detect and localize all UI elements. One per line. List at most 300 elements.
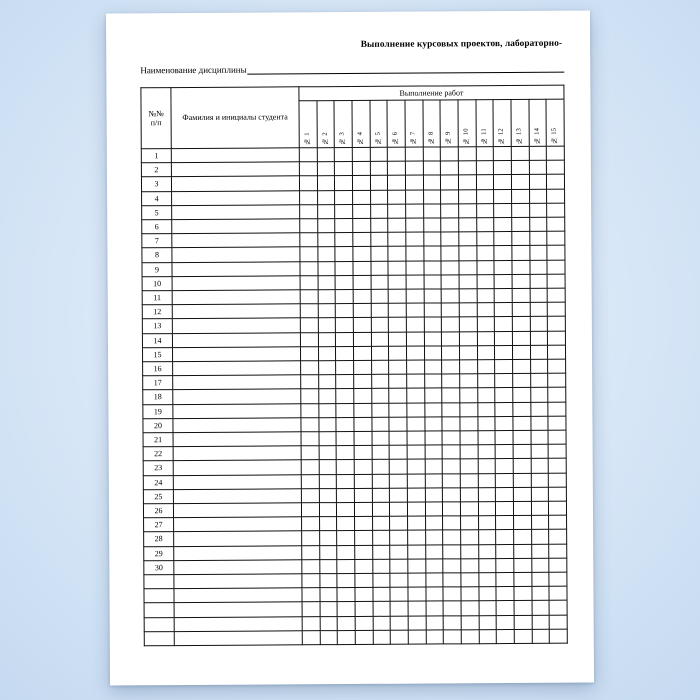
work-mark-cell[interactable] bbox=[302, 631, 320, 645]
work-mark-cell[interactable] bbox=[354, 375, 372, 389]
work-mark-cell[interactable] bbox=[496, 502, 514, 516]
work-mark-cell[interactable] bbox=[407, 516, 425, 530]
work-mark-cell[interactable] bbox=[389, 374, 407, 388]
work-mark-cell[interactable] bbox=[336, 432, 354, 446]
work-mark-cell[interactable] bbox=[443, 530, 461, 544]
work-mark-cell[interactable] bbox=[301, 375, 319, 389]
work-mark-cell[interactable] bbox=[461, 559, 479, 573]
work-mark-cell[interactable] bbox=[372, 446, 390, 460]
student-name-cell[interactable] bbox=[173, 375, 301, 390]
work-mark-cell[interactable] bbox=[478, 530, 496, 544]
work-mark-cell[interactable] bbox=[423, 175, 441, 189]
work-mark-cell[interactable] bbox=[459, 360, 477, 374]
work-mark-cell[interactable] bbox=[373, 630, 391, 644]
work-mark-cell[interactable] bbox=[302, 574, 320, 588]
work-mark-cell[interactable] bbox=[338, 630, 356, 644]
work-mark-cell[interactable] bbox=[426, 630, 444, 644]
work-mark-cell[interactable] bbox=[354, 474, 372, 488]
student-name-cell[interactable] bbox=[172, 276, 300, 291]
work-mark-cell[interactable] bbox=[548, 402, 566, 416]
work-mark-cell[interactable] bbox=[354, 446, 372, 460]
work-mark-cell[interactable] bbox=[530, 274, 548, 288]
work-mark-cell[interactable] bbox=[354, 460, 372, 474]
work-mark-cell[interactable] bbox=[337, 616, 355, 630]
work-mark-cell[interactable] bbox=[424, 261, 442, 275]
work-mark-cell[interactable] bbox=[478, 431, 496, 445]
work-mark-cell[interactable] bbox=[373, 616, 391, 630]
work-mark-cell[interactable] bbox=[318, 403, 336, 417]
student-name-cell[interactable] bbox=[172, 318, 300, 333]
work-mark-cell[interactable] bbox=[390, 573, 408, 587]
work-mark-cell[interactable] bbox=[301, 489, 319, 503]
work-mark-cell[interactable] bbox=[300, 233, 318, 247]
work-mark-cell[interactable] bbox=[301, 389, 319, 403]
work-mark-cell[interactable] bbox=[424, 403, 442, 417]
work-mark-cell[interactable] bbox=[337, 503, 355, 517]
work-mark-cell[interactable] bbox=[513, 473, 531, 487]
work-mark-cell[interactable] bbox=[335, 176, 353, 190]
work-mark-cell[interactable] bbox=[443, 545, 461, 559]
work-mark-cell[interactable] bbox=[425, 474, 443, 488]
work-mark-cell[interactable] bbox=[407, 488, 425, 502]
work-mark-cell[interactable] bbox=[478, 573, 496, 587]
work-mark-cell[interactable] bbox=[319, 417, 337, 431]
work-mark-cell[interactable] bbox=[549, 572, 567, 586]
row-number-cell-empty[interactable] bbox=[144, 603, 174, 617]
student-name-cell[interactable] bbox=[172, 205, 300, 220]
work-mark-cell[interactable] bbox=[354, 417, 372, 431]
work-mark-cell[interactable] bbox=[548, 373, 566, 387]
work-mark-cell[interactable] bbox=[406, 303, 424, 317]
student-name-cell[interactable] bbox=[171, 176, 299, 191]
work-mark-cell[interactable] bbox=[459, 275, 477, 289]
work-mark-cell[interactable] bbox=[388, 190, 406, 204]
work-mark-cell[interactable] bbox=[335, 147, 353, 161]
work-mark-cell[interactable] bbox=[511, 203, 529, 217]
work-mark-cell[interactable] bbox=[531, 572, 549, 586]
work-mark-cell[interactable] bbox=[300, 261, 318, 275]
work-mark-cell[interactable] bbox=[494, 303, 512, 317]
student-name-cell[interactable] bbox=[172, 304, 300, 319]
work-mark-cell[interactable] bbox=[442, 459, 460, 473]
work-mark-cell[interactable] bbox=[511, 175, 529, 189]
student-name-cell[interactable] bbox=[174, 560, 302, 575]
work-mark-cell[interactable] bbox=[370, 147, 388, 161]
work-mark-cell[interactable] bbox=[443, 630, 461, 644]
work-mark-cell[interactable] bbox=[388, 147, 406, 161]
work-mark-cell[interactable] bbox=[476, 161, 494, 175]
work-mark-cell[interactable] bbox=[511, 146, 529, 160]
work-mark-cell[interactable] bbox=[317, 233, 335, 247]
work-mark-cell[interactable] bbox=[442, 402, 460, 416]
work-mark-cell[interactable] bbox=[424, 289, 442, 303]
work-mark-cell[interactable] bbox=[478, 487, 496, 501]
work-mark-cell[interactable] bbox=[390, 531, 408, 545]
work-mark-cell[interactable] bbox=[317, 148, 335, 162]
work-mark-cell[interactable] bbox=[548, 473, 566, 487]
work-mark-cell[interactable] bbox=[336, 332, 354, 346]
work-mark-cell[interactable] bbox=[388, 204, 406, 218]
work-mark-cell[interactable] bbox=[496, 573, 514, 587]
work-mark-cell[interactable] bbox=[373, 588, 391, 602]
work-mark-cell[interactable] bbox=[353, 218, 371, 232]
work-mark-cell[interactable] bbox=[335, 190, 353, 204]
work-mark-cell[interactable] bbox=[460, 516, 478, 530]
work-mark-cell[interactable] bbox=[442, 317, 460, 331]
work-mark-cell[interactable] bbox=[335, 290, 353, 304]
work-mark-cell[interactable] bbox=[370, 176, 388, 190]
work-mark-cell[interactable] bbox=[337, 545, 355, 559]
work-mark-cell[interactable] bbox=[496, 629, 514, 643]
work-mark-cell[interactable] bbox=[320, 602, 338, 616]
work-mark-cell[interactable] bbox=[405, 175, 423, 189]
work-mark-cell[interactable] bbox=[442, 346, 460, 360]
work-mark-cell[interactable] bbox=[511, 189, 529, 203]
work-mark-cell[interactable] bbox=[389, 403, 407, 417]
student-name-cell[interactable] bbox=[173, 503, 301, 518]
work-mark-cell[interactable] bbox=[301, 403, 319, 417]
work-mark-cell[interactable] bbox=[337, 559, 355, 573]
work-mark-cell[interactable] bbox=[301, 361, 319, 375]
work-mark-cell[interactable] bbox=[371, 375, 389, 389]
student-name-cell[interactable] bbox=[172, 190, 300, 205]
work-mark-cell[interactable] bbox=[336, 389, 354, 403]
work-mark-cell[interactable] bbox=[299, 162, 317, 176]
work-mark-cell[interactable] bbox=[496, 601, 514, 615]
work-mark-cell[interactable] bbox=[424, 360, 442, 374]
work-mark-cell[interactable] bbox=[302, 588, 320, 602]
work-mark-cell[interactable] bbox=[548, 345, 566, 359]
work-mark-cell[interactable] bbox=[372, 559, 390, 573]
work-mark-cell[interactable] bbox=[513, 374, 531, 388]
work-mark-cell[interactable] bbox=[424, 303, 442, 317]
student-name-cell[interactable] bbox=[174, 602, 302, 617]
work-mark-cell[interactable] bbox=[477, 260, 495, 274]
work-mark-cell[interactable] bbox=[441, 260, 459, 274]
work-mark-cell[interactable] bbox=[354, 502, 372, 516]
work-mark-cell[interactable] bbox=[355, 630, 373, 644]
work-mark-cell[interactable] bbox=[531, 430, 549, 444]
work-mark-cell[interactable] bbox=[336, 446, 354, 460]
work-mark-cell[interactable] bbox=[531, 558, 549, 572]
student-name-cell[interactable] bbox=[172, 247, 300, 262]
work-mark-cell[interactable] bbox=[442, 445, 460, 459]
work-mark-cell[interactable] bbox=[461, 530, 479, 544]
work-mark-cell[interactable] bbox=[319, 488, 337, 502]
work-mark-cell[interactable] bbox=[425, 516, 443, 530]
work-mark-cell[interactable] bbox=[423, 204, 441, 218]
work-mark-cell[interactable] bbox=[530, 402, 548, 416]
work-mark-cell[interactable] bbox=[460, 374, 478, 388]
work-mark-cell[interactable] bbox=[389, 318, 407, 332]
work-mark-cell[interactable] bbox=[407, 445, 425, 459]
work-mark-cell[interactable] bbox=[335, 275, 353, 289]
work-mark-cell[interactable] bbox=[425, 431, 443, 445]
work-mark-cell[interactable] bbox=[355, 531, 373, 545]
student-name-cell[interactable] bbox=[173, 403, 301, 418]
work-mark-cell[interactable] bbox=[477, 345, 495, 359]
work-mark-cell[interactable] bbox=[513, 459, 531, 473]
work-mark-cell[interactable] bbox=[370, 232, 388, 246]
work-mark-cell[interactable] bbox=[302, 602, 320, 616]
work-mark-cell[interactable] bbox=[511, 161, 529, 175]
work-mark-cell[interactable] bbox=[301, 418, 319, 432]
work-mark-cell[interactable] bbox=[319, 531, 337, 545]
work-mark-cell[interactable] bbox=[547, 274, 565, 288]
work-mark-cell[interactable] bbox=[513, 501, 531, 515]
student-name-cell[interactable] bbox=[174, 631, 302, 646]
work-mark-cell[interactable] bbox=[496, 558, 514, 572]
work-mark-cell[interactable] bbox=[546, 146, 564, 160]
work-mark-cell[interactable] bbox=[443, 601, 461, 615]
work-mark-cell[interactable] bbox=[441, 303, 459, 317]
work-mark-cell[interactable] bbox=[352, 162, 370, 176]
work-mark-cell[interactable] bbox=[512, 217, 530, 231]
work-mark-cell[interactable] bbox=[547, 189, 565, 203]
work-mark-cell[interactable] bbox=[354, 431, 372, 445]
work-mark-cell[interactable] bbox=[353, 261, 371, 275]
work-mark-cell[interactable] bbox=[390, 616, 408, 630]
work-mark-cell[interactable] bbox=[372, 460, 390, 474]
work-mark-cell[interactable] bbox=[355, 573, 373, 587]
work-mark-cell[interactable] bbox=[513, 445, 531, 459]
work-mark-cell[interactable] bbox=[476, 189, 494, 203]
work-mark-cell[interactable] bbox=[337, 488, 355, 502]
student-name-cell[interactable] bbox=[172, 233, 300, 248]
work-mark-cell[interactable] bbox=[337, 531, 355, 545]
work-mark-cell[interactable] bbox=[353, 275, 371, 289]
work-mark-cell[interactable] bbox=[495, 445, 513, 459]
work-mark-cell[interactable] bbox=[443, 615, 461, 629]
work-mark-cell[interactable] bbox=[352, 176, 370, 190]
work-mark-cell[interactable] bbox=[443, 488, 461, 502]
work-mark-cell[interactable] bbox=[494, 232, 512, 246]
work-mark-cell[interactable] bbox=[388, 261, 406, 275]
student-name-cell[interactable] bbox=[174, 531, 302, 546]
work-mark-cell[interactable] bbox=[354, 488, 372, 502]
work-mark-cell[interactable] bbox=[495, 331, 513, 345]
work-mark-cell[interactable] bbox=[532, 629, 550, 643]
work-mark-cell[interactable] bbox=[301, 446, 319, 460]
work-mark-cell[interactable] bbox=[407, 403, 425, 417]
work-mark-cell[interactable] bbox=[405, 190, 423, 204]
work-mark-cell[interactable] bbox=[408, 531, 426, 545]
work-mark-cell[interactable] bbox=[320, 574, 338, 588]
work-mark-cell[interactable] bbox=[478, 559, 496, 573]
work-mark-cell[interactable] bbox=[461, 630, 479, 644]
work-mark-cell[interactable] bbox=[318, 318, 336, 332]
work-mark-cell[interactable] bbox=[389, 346, 407, 360]
work-mark-cell[interactable] bbox=[372, 545, 390, 559]
work-mark-cell[interactable] bbox=[458, 147, 476, 161]
work-mark-cell[interactable] bbox=[549, 515, 567, 529]
work-mark-cell[interactable] bbox=[494, 246, 512, 260]
work-mark-cell[interactable] bbox=[513, 516, 531, 530]
work-mark-cell[interactable] bbox=[530, 359, 548, 373]
work-mark-cell[interactable] bbox=[388, 289, 406, 303]
work-mark-cell[interactable] bbox=[442, 331, 460, 345]
work-mark-cell[interactable] bbox=[529, 189, 547, 203]
work-mark-cell[interactable] bbox=[388, 161, 406, 175]
work-mark-cell[interactable] bbox=[423, 190, 441, 204]
work-mark-cell[interactable] bbox=[424, 317, 442, 331]
work-mark-cell[interactable] bbox=[424, 374, 442, 388]
work-mark-cell[interactable] bbox=[388, 218, 406, 232]
work-mark-cell[interactable] bbox=[513, 416, 531, 430]
work-mark-cell[interactable] bbox=[372, 517, 390, 531]
work-mark-cell[interactable] bbox=[353, 247, 371, 261]
work-mark-cell[interactable] bbox=[389, 431, 407, 445]
student-name-cell[interactable] bbox=[173, 432, 301, 447]
work-mark-cell[interactable] bbox=[372, 474, 390, 488]
work-mark-cell[interactable] bbox=[408, 559, 426, 573]
student-name-cell[interactable] bbox=[172, 332, 300, 347]
work-mark-cell[interactable] bbox=[476, 246, 494, 260]
work-mark-cell[interactable] bbox=[408, 602, 426, 616]
work-mark-cell[interactable] bbox=[408, 573, 426, 587]
work-mark-cell[interactable] bbox=[460, 388, 478, 402]
work-mark-cell[interactable] bbox=[459, 331, 477, 345]
work-mark-cell[interactable] bbox=[496, 615, 514, 629]
work-mark-cell[interactable] bbox=[371, 389, 389, 403]
work-mark-cell[interactable] bbox=[477, 416, 495, 430]
work-mark-cell[interactable] bbox=[477, 331, 495, 345]
work-mark-cell[interactable] bbox=[477, 374, 495, 388]
work-mark-cell[interactable] bbox=[319, 545, 337, 559]
work-mark-cell[interactable] bbox=[531, 501, 549, 515]
work-mark-cell[interactable] bbox=[424, 332, 442, 346]
work-mark-cell[interactable] bbox=[441, 189, 459, 203]
work-mark-cell[interactable] bbox=[318, 389, 336, 403]
work-mark-cell[interactable] bbox=[317, 176, 335, 190]
work-mark-cell[interactable] bbox=[460, 488, 478, 502]
discipline-input-rule[interactable] bbox=[248, 63, 565, 75]
work-mark-cell[interactable] bbox=[320, 630, 338, 644]
work-mark-cell[interactable] bbox=[460, 431, 478, 445]
student-name-cell[interactable] bbox=[174, 517, 302, 532]
work-mark-cell[interactable] bbox=[476, 218, 494, 232]
work-mark-cell[interactable] bbox=[302, 545, 320, 559]
work-mark-cell[interactable] bbox=[336, 375, 354, 389]
work-mark-cell[interactable] bbox=[530, 388, 548, 402]
work-mark-cell[interactable] bbox=[529, 232, 547, 246]
work-mark-cell[interactable] bbox=[529, 160, 547, 174]
row-number-cell-empty[interactable] bbox=[144, 631, 174, 645]
work-mark-cell[interactable] bbox=[335, 247, 353, 261]
work-mark-cell[interactable] bbox=[443, 573, 461, 587]
work-mark-cell[interactable] bbox=[547, 231, 565, 245]
work-mark-cell[interactable] bbox=[442, 431, 460, 445]
work-mark-cell[interactable] bbox=[426, 601, 444, 615]
work-mark-cell[interactable] bbox=[476, 147, 494, 161]
work-mark-cell[interactable] bbox=[389, 332, 407, 346]
student-name-cell[interactable] bbox=[173, 460, 301, 475]
work-mark-cell[interactable] bbox=[335, 261, 353, 275]
work-mark-cell[interactable] bbox=[424, 388, 442, 402]
work-mark-cell[interactable] bbox=[477, 274, 495, 288]
work-mark-cell[interactable] bbox=[389, 303, 407, 317]
work-mark-cell[interactable] bbox=[302, 531, 320, 545]
student-name-cell[interactable] bbox=[174, 545, 302, 560]
work-mark-cell[interactable] bbox=[441, 218, 459, 232]
work-mark-cell[interactable] bbox=[460, 417, 478, 431]
work-mark-cell[interactable] bbox=[425, 502, 443, 516]
work-mark-cell[interactable] bbox=[548, 430, 566, 444]
work-mark-cell[interactable] bbox=[495, 402, 513, 416]
work-mark-cell[interactable] bbox=[337, 574, 355, 588]
work-mark-cell[interactable] bbox=[371, 346, 389, 360]
work-mark-cell[interactable] bbox=[531, 445, 549, 459]
work-mark-cell[interactable] bbox=[391, 630, 409, 644]
work-mark-cell[interactable] bbox=[407, 502, 425, 516]
work-mark-cell[interactable] bbox=[353, 190, 371, 204]
work-mark-cell[interactable] bbox=[319, 503, 337, 517]
work-mark-cell[interactable] bbox=[441, 147, 459, 161]
work-mark-cell[interactable] bbox=[371, 289, 389, 303]
work-mark-cell[interactable] bbox=[495, 374, 513, 388]
work-mark-cell[interactable] bbox=[494, 289, 512, 303]
work-mark-cell[interactable] bbox=[495, 473, 513, 487]
work-mark-cell[interactable] bbox=[390, 559, 408, 573]
work-mark-cell[interactable] bbox=[477, 360, 495, 374]
work-mark-cell[interactable] bbox=[355, 616, 373, 630]
work-mark-cell[interactable] bbox=[442, 388, 460, 402]
work-mark-cell[interactable] bbox=[355, 588, 373, 602]
work-mark-cell[interactable] bbox=[514, 629, 532, 643]
work-mark-cell[interactable] bbox=[300, 347, 318, 361]
work-mark-cell[interactable] bbox=[531, 459, 549, 473]
work-mark-cell[interactable] bbox=[531, 516, 549, 530]
work-mark-cell[interactable] bbox=[441, 289, 459, 303]
work-mark-cell[interactable] bbox=[319, 432, 337, 446]
work-mark-cell[interactable] bbox=[478, 445, 496, 459]
work-mark-cell[interactable] bbox=[353, 304, 371, 318]
work-mark-cell[interactable] bbox=[423, 218, 441, 232]
work-mark-cell[interactable] bbox=[496, 516, 514, 530]
student-name-cell[interactable] bbox=[173, 446, 301, 461]
work-mark-cell[interactable] bbox=[372, 431, 390, 445]
work-mark-cell[interactable] bbox=[353, 289, 371, 303]
work-mark-cell[interactable] bbox=[424, 275, 442, 289]
work-mark-cell[interactable] bbox=[317, 219, 335, 233]
work-mark-cell[interactable] bbox=[335, 162, 353, 176]
work-mark-cell[interactable] bbox=[426, 616, 444, 630]
work-mark-cell[interactable] bbox=[442, 360, 460, 374]
work-mark-cell[interactable] bbox=[423, 147, 441, 161]
work-mark-cell[interactable] bbox=[478, 544, 496, 558]
work-mark-cell[interactable] bbox=[390, 545, 408, 559]
work-mark-cell[interactable] bbox=[531, 544, 549, 558]
work-mark-cell[interactable] bbox=[299, 148, 317, 162]
work-mark-cell[interactable] bbox=[494, 218, 512, 232]
work-mark-cell[interactable] bbox=[425, 488, 443, 502]
work-mark-cell[interactable] bbox=[547, 160, 565, 174]
work-mark-cell[interactable] bbox=[496, 530, 514, 544]
work-mark-cell[interactable] bbox=[389, 417, 407, 431]
work-mark-cell[interactable] bbox=[530, 303, 548, 317]
work-mark-cell[interactable] bbox=[513, 430, 531, 444]
work-mark-cell[interactable] bbox=[494, 189, 512, 203]
work-mark-cell[interactable] bbox=[335, 218, 353, 232]
work-mark-cell[interactable] bbox=[461, 615, 479, 629]
work-mark-cell[interactable] bbox=[460, 459, 478, 473]
work-mark-cell[interactable] bbox=[318, 290, 336, 304]
work-mark-cell[interactable] bbox=[513, 487, 531, 501]
work-mark-cell[interactable] bbox=[441, 246, 459, 260]
work-mark-cell[interactable] bbox=[423, 246, 441, 260]
work-mark-cell[interactable] bbox=[530, 416, 548, 430]
work-mark-cell[interactable] bbox=[370, 190, 388, 204]
